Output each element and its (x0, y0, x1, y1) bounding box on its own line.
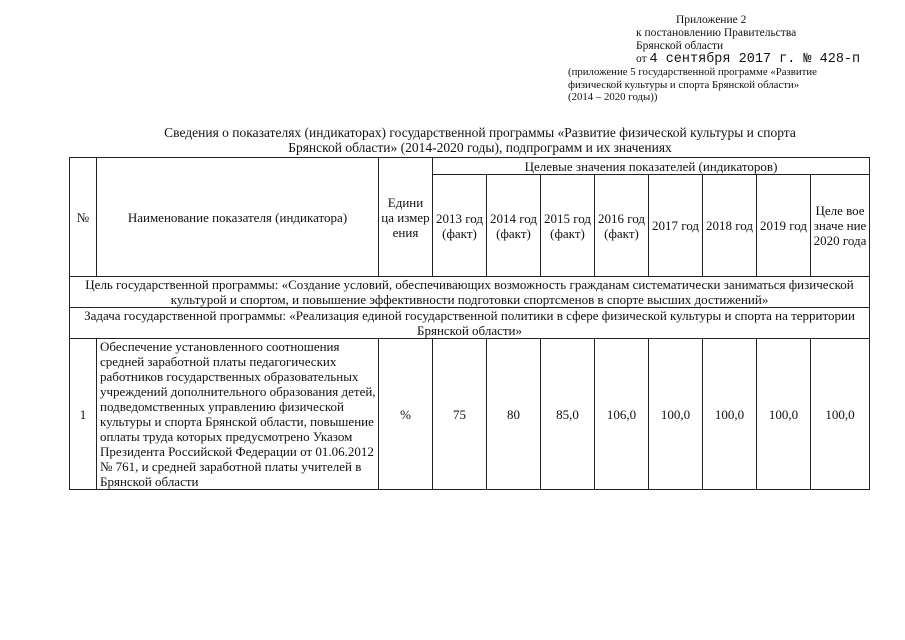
value-cell: 75 (433, 339, 487, 490)
program-note-2: физической культуры и спорта Брянской области» (568, 78, 800, 91)
col-header-year: 2014 год (факт) (487, 175, 541, 277)
col-header-year: 2015 год (факт) (541, 175, 595, 277)
col-header-num: № (70, 158, 97, 277)
program-note-1: (приложение 5 государственной программе «Развитие (568, 66, 817, 78)
col-header-year: 2016 год (факт) (595, 175, 649, 277)
value-cell: 80 (487, 339, 541, 490)
decree-date-prefix: от (636, 53, 647, 65)
region-ref: Брянской области (636, 40, 724, 52)
document-title (100, 125, 860, 155)
decree-date-line (636, 53, 896, 66)
col-header-unit: Едини ца измер ения (379, 158, 433, 277)
table-row (70, 339, 870, 490)
indicator-name: Обеспечение установленного соотношения средней заработной платы педагогических работников государственных образовательных учреждений дополнительного образования детей, подведомственных управлению физической культуры и спорта Брянской области, повышение оплаты труда которых предусмотрено Указом Президента Российской Федерации от 01.06.2012 № 761, и средней заработной платы учителей в Брянской области (97, 339, 379, 490)
col-header-year: 2018 год (703, 175, 757, 277)
program-task: Задача государственной программы: «Реализация единой государственной политики в сфере физической культуры и спорта на территории Брянской области» (70, 308, 870, 339)
value-cell: 100,0 (811, 339, 870, 490)
program-note-3: (2014 – 2020 годы)) (568, 91, 658, 103)
col-header-year: Целе вое значе ние 2020 года (811, 175, 870, 277)
col-header-name: Наименование показателя (индикатора) (97, 158, 379, 277)
title-line-1: Сведения о показателях (индикаторах) государственной программы «Развитие физической культуры и спорта (164, 125, 796, 140)
title-line-2: Брянской области» (2014-2020 годы), подпрограмм и их значениях (288, 140, 672, 155)
col-header-year: 2013 год (факт) (433, 175, 487, 277)
decree-date-number: 4 сентября 2017 г. № 428-п (649, 52, 861, 67)
value-cell: 106,0 (595, 339, 649, 490)
col-header-year: 2019 год (757, 175, 811, 277)
col-header-targets: Целевые значения показателей (индикаторов) (433, 158, 870, 175)
appendix-label: Приложение 2 (676, 14, 747, 26)
value-cell: 85,0 (541, 339, 595, 490)
row-num: 1 (70, 339, 97, 490)
indicators-table (69, 157, 870, 490)
indicator-unit: % (379, 339, 433, 490)
value-cell: 100,0 (649, 339, 703, 490)
document-header (568, 14, 896, 104)
decree-ref: к постановлению Правительства (636, 27, 797, 39)
value-cell: 100,0 (703, 339, 757, 490)
goal-row (70, 277, 870, 308)
col-header-year: 2017 год (649, 175, 703, 277)
task-row (70, 308, 870, 339)
value-cell: 100,0 (757, 339, 811, 490)
program-goal: Цель государственной программы: «Создание условий, обеспечивающих возможность гражданам систематически заниматься физической культурой и спортом, и повышение эффективности подготовки спортсменов в спорте высших достижений» (70, 277, 870, 308)
